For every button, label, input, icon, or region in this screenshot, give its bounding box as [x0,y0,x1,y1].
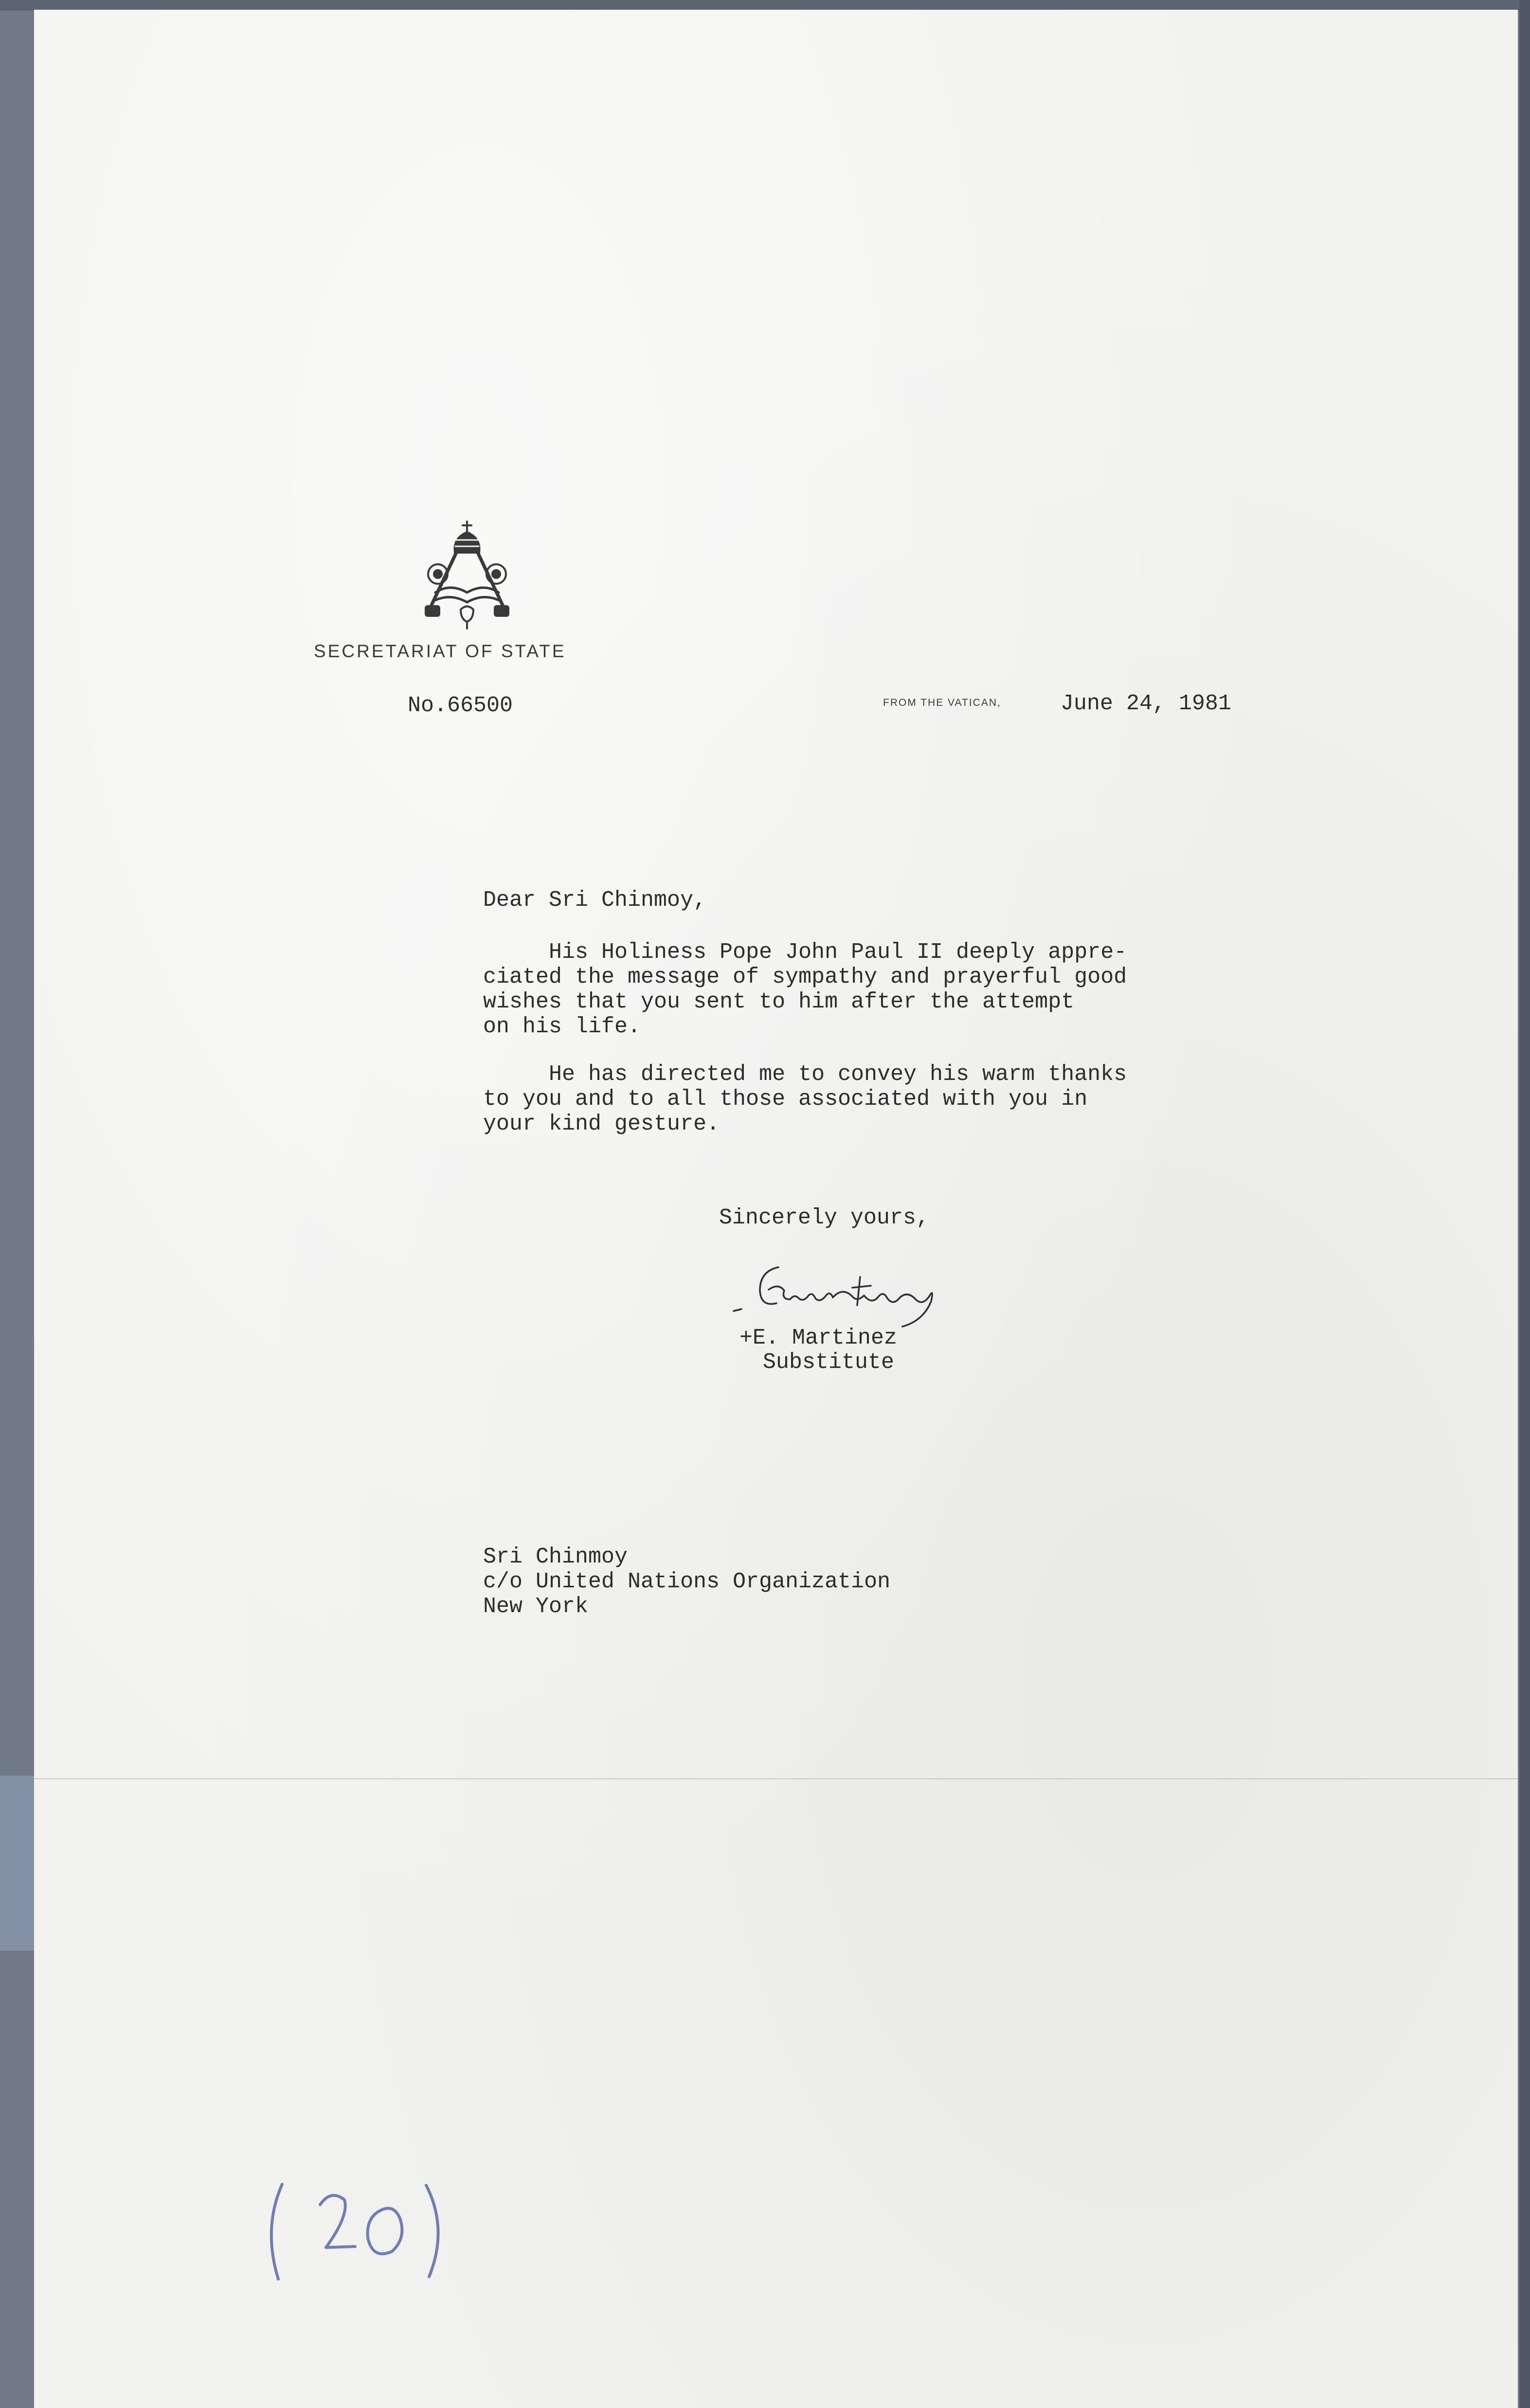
recipient-address: Sri Chinmoy c/o United Nations Organization New York [483,1545,891,1619]
reference-number: No.66500 [408,693,513,718]
closing: Sincerely yours, [719,1205,930,1230]
body-paragraph-1: His Holiness Pope John Paul II deeply appre- ciated the message of sympathy and prayerful good wishes that you sent to him after the attempt on his life. [483,940,1127,1039]
papal-crossed-keys-emblem-icon [416,520,518,631]
signer-name: +E. Martinez [739,1326,898,1350]
letterhead-from-line: FROM THE VATICAN, [883,697,1001,708]
scan-border-right [1519,0,1530,2408]
paper-fold-line [34,1778,1518,1779]
letterhead-office-name: SECRETARIAT OF STATE [314,641,566,661]
body-paragraph-2: He has directed me to convey his warm thanks to you and to all those associated with you in your kind gesture. [483,1062,1127,1136]
scan-border-top [0,0,1530,11]
signer-title: Substitute [763,1350,895,1375]
scan-border-left-band [0,1776,38,1951]
handwritten-page-number-annotation [258,2174,462,2286]
salutation: Dear Sri Chinmoy, [483,888,707,913]
handwritten-signature-icon [730,1253,949,1330]
letter-date: June 24, 1981 [1061,691,1232,716]
